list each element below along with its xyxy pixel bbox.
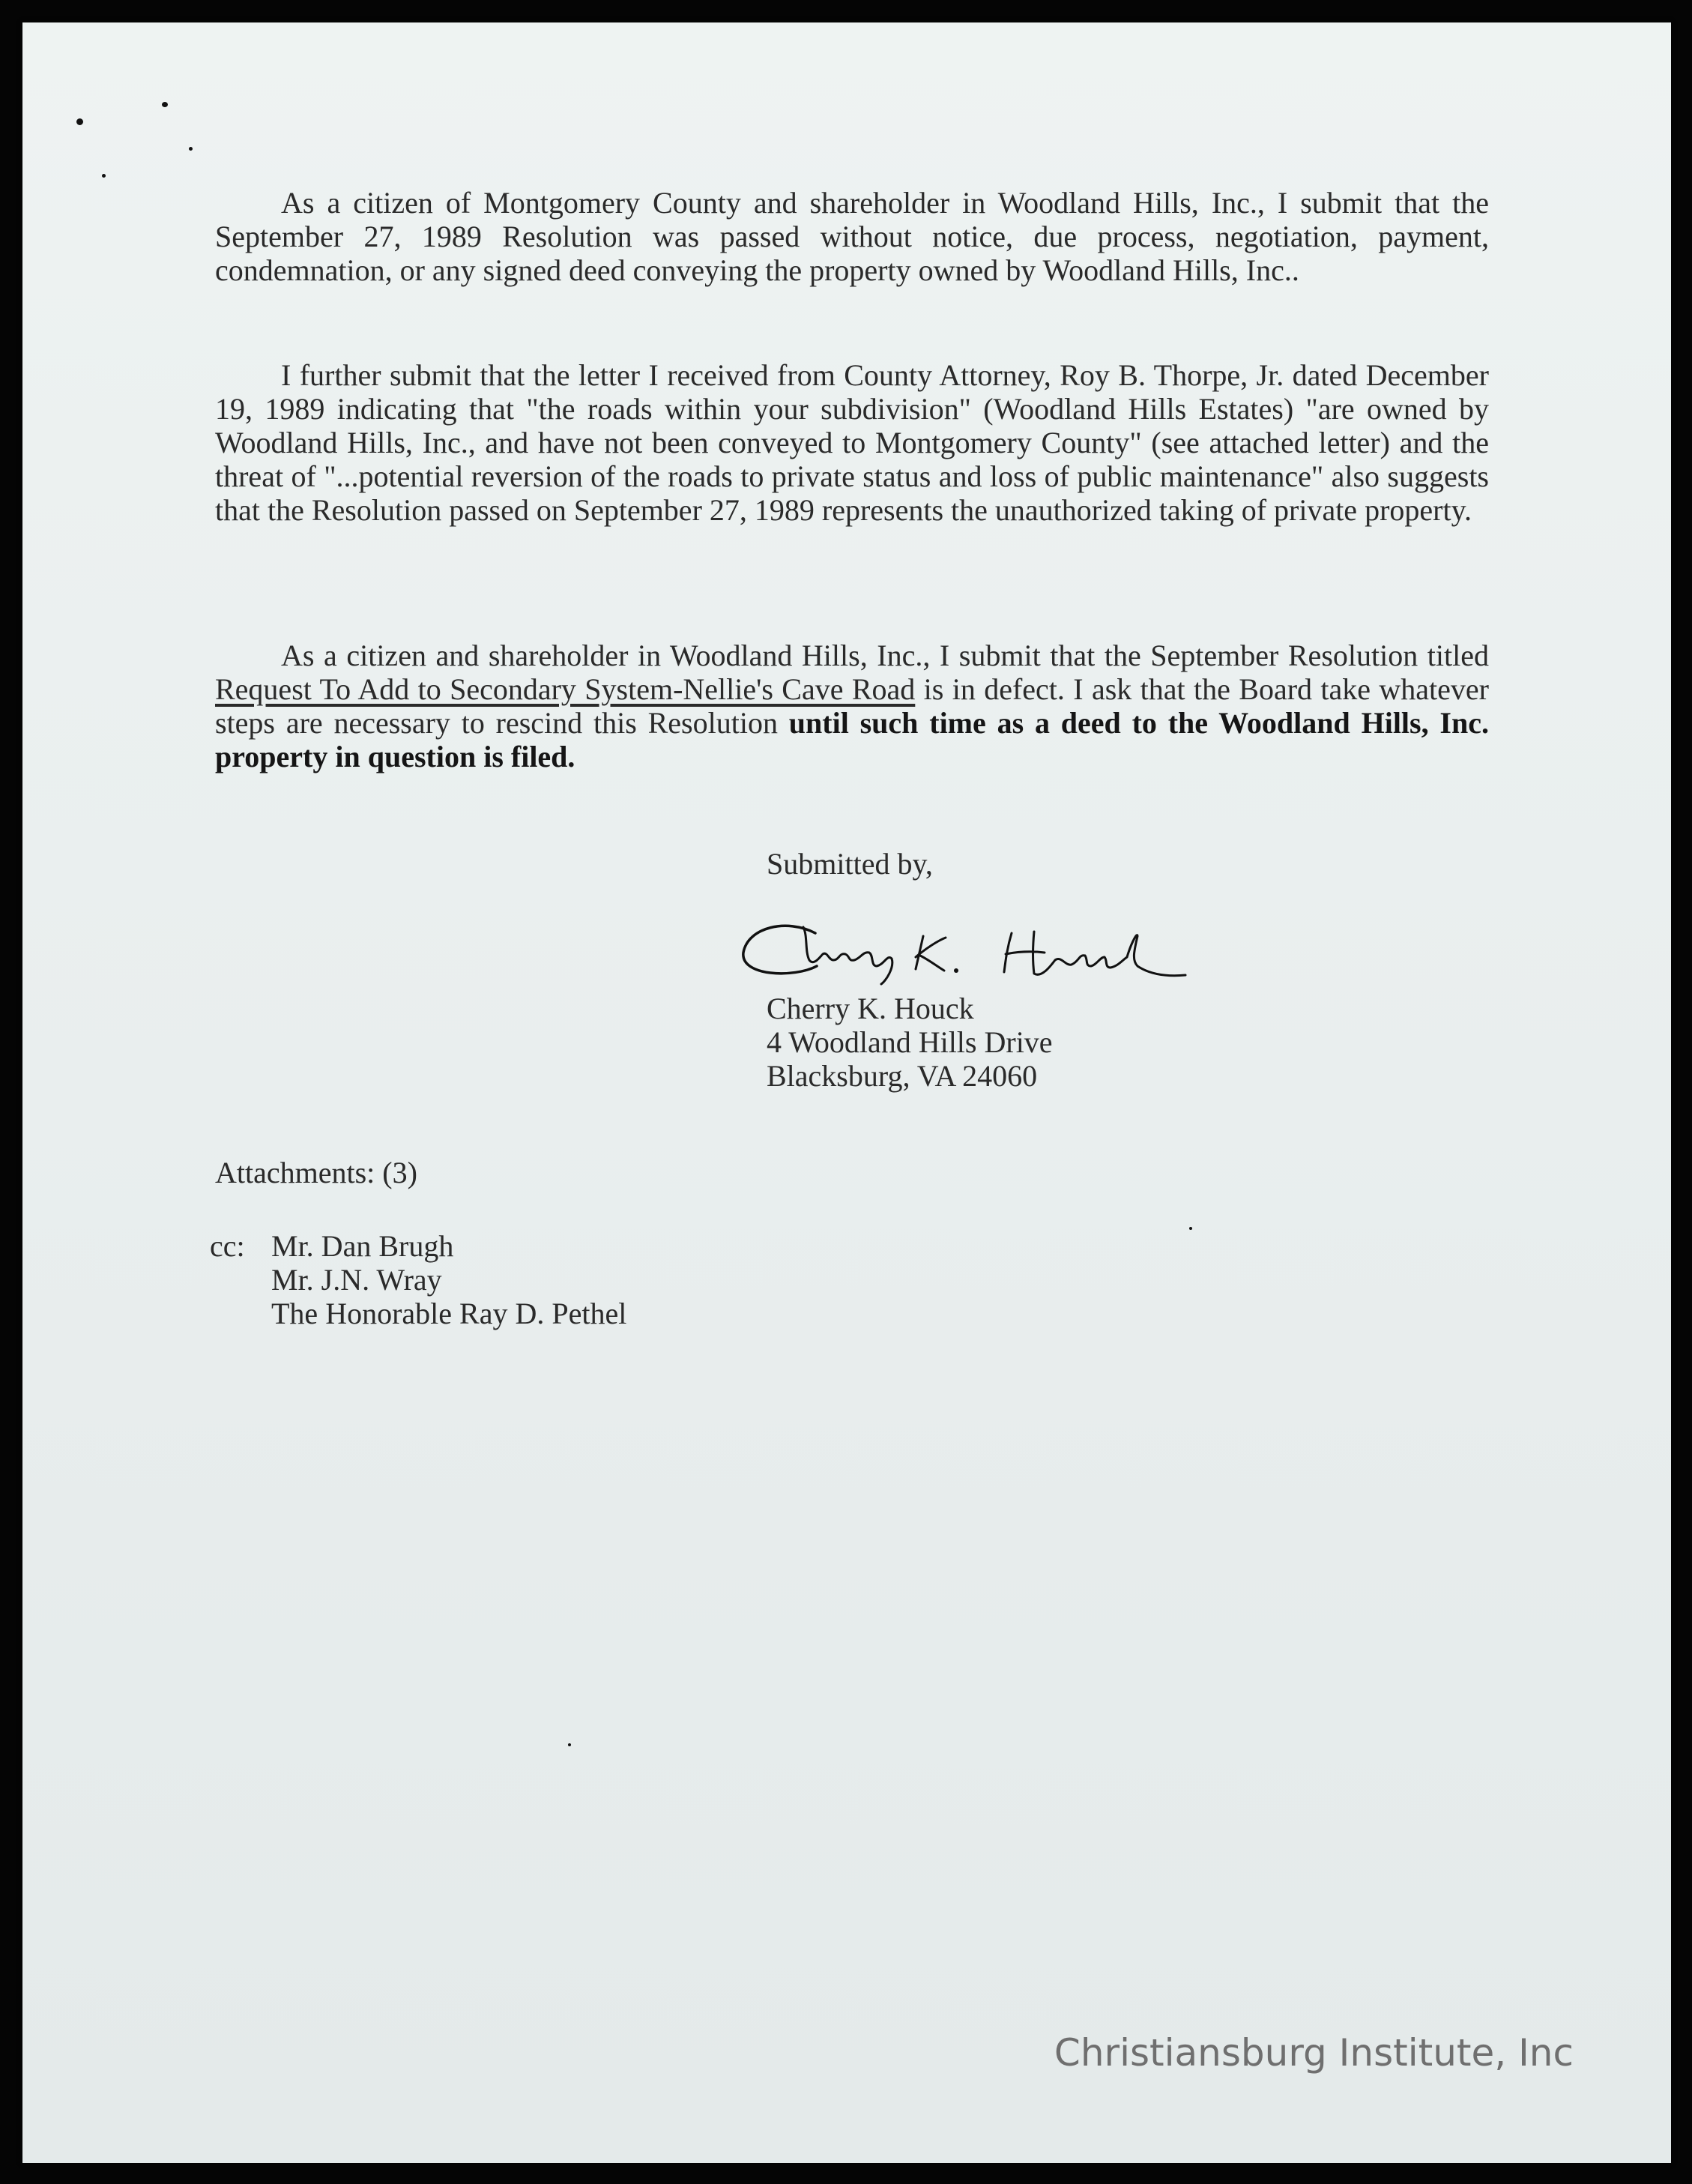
cc-row xyxy=(210,1297,626,1330)
cc-row xyxy=(210,1229,626,1263)
cc-row xyxy=(210,1263,626,1297)
attachments-note: Attachments: (3) xyxy=(215,1156,417,1189)
watermark: Christiansburg Institute, Inc xyxy=(1054,2031,1574,2075)
cc-recipient: The Honorable Ray D. Pethel xyxy=(271,1297,627,1330)
paragraph-3-bold: until such time as a deed to the Woodland Hills, Inc. property in question is filed. xyxy=(215,706,1489,773)
paragraph-3-intro: As a citizen and shareholder in Woodland Hills, Inc., I submit that the September Resolution titled xyxy=(281,639,1489,672)
signer-address-line-2: Blacksburg, VA 24060 xyxy=(767,1059,1038,1093)
paragraph-3 xyxy=(215,639,1489,773)
paragraph-2 xyxy=(215,358,1489,527)
signer-name: Cherry K. Houck xyxy=(767,992,974,1025)
paragraph-1-text: As a citizen of Montgomery County and shareholder in Woodland Hills, Inc., I submit that the September 27, 1989 Resolution was passed without notice, due process, negotiation, payment, condemnation, or any signed deed conveying the property owned by Woodland Hills, Inc.. xyxy=(215,186,1489,287)
paragraph-2-text: I further submit that the letter I received from County Attorney, Roy B. Thorpe, Jr. dated December 19, 1989 indicating that "the roads within your subdivision" (Woodland Hills Estates) "are owned by Woodland Hills, Inc., and have not been conveyed to Montgomery County" (see attached letter) and the threat of "...potential reversion of the roads to private status and loss of public maintenance" also suggests that the Resolution passed on September 27, 1989 represents the unauthorized taking of private property. xyxy=(215,358,1489,527)
cc-recipient: Mr. J.N. Wray xyxy=(271,1263,442,1297)
paragraph-3-middle: is in defect. I ask that the Board take whatever steps are necessary to rescind this Resolution xyxy=(215,672,1489,740)
speck-mark xyxy=(76,118,83,125)
resolution-title: Request To Add to Secondary System-Nellie's Cave Road xyxy=(215,672,916,706)
speck-mark xyxy=(189,147,193,151)
signer-address-line-1: 4 Woodland Hills Drive xyxy=(767,1025,1053,1059)
submitted-by: Submitted by, xyxy=(767,847,933,881)
cc-recipient: Mr. Dan Brugh xyxy=(271,1229,454,1263)
paragraph-1 xyxy=(215,186,1489,287)
document-page xyxy=(22,22,1671,2163)
cc-label: cc: xyxy=(210,1229,245,1263)
cc-list xyxy=(210,1229,626,1330)
signer-block xyxy=(767,992,1053,1093)
signature-text: Cherry K. Houck xyxy=(727,888,732,889)
speck-mark xyxy=(568,1743,571,1746)
speck-mark xyxy=(162,102,168,107)
speck-mark xyxy=(1189,1227,1192,1230)
speck-mark xyxy=(102,174,106,178)
